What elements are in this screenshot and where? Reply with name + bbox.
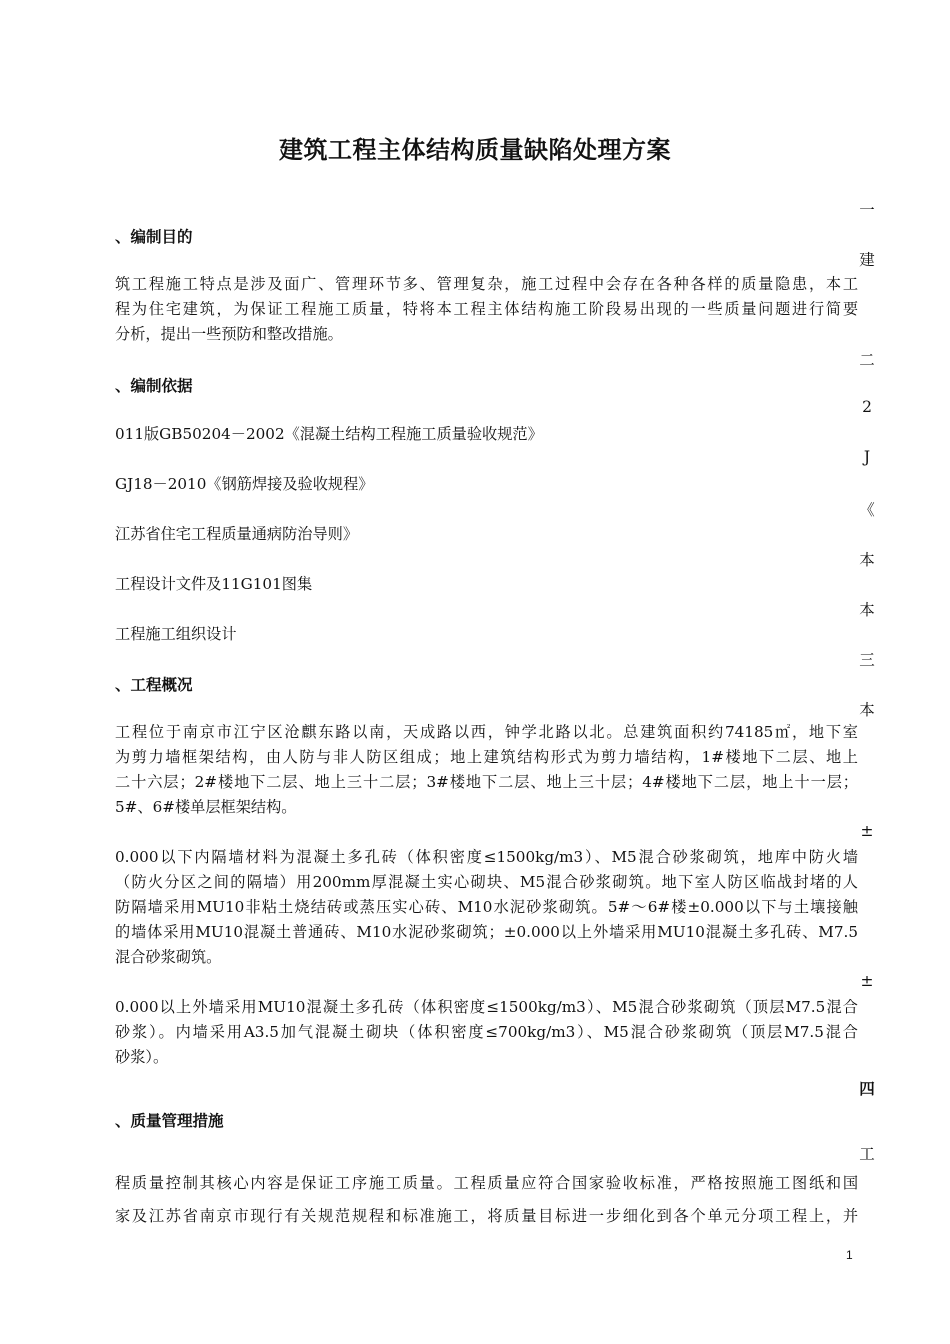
paragraph-line: 家及江苏省南京市现行有关规范规程和标准施工，将质量目标进一步细化到各个单元分项工程上，并	[115, 1207, 858, 1225]
list-item: 工程设计文件及11G101图集	[115, 575, 313, 593]
list-item: 011版GB50204－2002《混凝土结构工程施工质量验收规范》	[115, 425, 543, 443]
paragraph-line: 筑工程施工特点是涉及面广、管理环节多、管理复杂，施工过程中会存在各种各样的质量隐患，本工	[115, 275, 858, 293]
paragraph-line: 防隔墙采用MU10非粘土烧结砖或蒸压实心砖、M10水泥砂浆砌筑。5#～6#楼±0.000以下与土壤接触	[115, 898, 858, 916]
margin-char: 2	[862, 398, 872, 416]
margin-char: 建	[859, 251, 875, 269]
margin-char: 二	[859, 351, 875, 369]
paragraph-line: 二十六层；2#楼地下二层、地上三十二层；3#楼地下二层、地上三十层；4#楼地下二层，地上十一层；	[115, 773, 858, 791]
margin-char: 《	[859, 501, 875, 519]
paragraph-line: 砂浆）。	[115, 1048, 169, 1066]
paragraph-line: 为剪力墙框架结构，由人防与非人防区组成；地上建筑结构形式为剪力墙结构，1#楼地下二层、地上	[115, 748, 858, 766]
margin-char: 本	[859, 601, 875, 619]
margin-char: 一	[859, 201, 875, 219]
paragraph-line: 0.000以下内隔墙材料为混凝土多孔砖（体积密度≤1500kg/m3）、M5混合砂浆砌筑，地库中防火墙	[115, 848, 858, 866]
paragraph-line: 混合砂浆砌筑。	[115, 948, 222, 966]
margin-char: 四	[859, 1080, 875, 1098]
paragraph-line: 分析，提出一些预防和整改措施。	[115, 325, 343, 343]
section-heading: 、质量管理措施	[115, 1112, 224, 1130]
section-heading: 、工程概况	[115, 676, 193, 694]
paragraph-line: 5#、6#楼单层框架结构。	[115, 798, 297, 816]
paragraph-line: （防火分区之间的隔墙）用200mm厚混凝土实心砌块、M5混合砂浆砌筑。地下室人防区临战封堵的人	[115, 873, 858, 891]
margin-char: ±	[860, 822, 874, 840]
list-item: 江苏省住宅工程质量通病防治导则》	[115, 525, 358, 543]
page-number: 1	[846, 1248, 853, 1262]
margin-char: 本	[859, 551, 875, 569]
margin-char: 三	[859, 651, 875, 669]
paragraph-line: 砂浆）。内墙采用A3.5加气混凝土砌块（体积密度≤700kg/m3）、M5混合砂浆砌筑（顶层M7.5混合	[115, 1023, 858, 1041]
section-heading: 、编制目的	[115, 228, 193, 246]
section-heading: 、编制依据	[115, 377, 193, 395]
paragraph-line: 程为住宅建筑，为保证工程施工质量，特将本工程主体结构施工阶段易出现的一些质量问题进行简要	[115, 300, 858, 318]
margin-char: 本	[859, 701, 875, 719]
list-item: 工程施工组织设计	[115, 625, 237, 643]
margin-char: J	[863, 448, 871, 466]
paragraph-line: 工程位于南京市江宁区沧麒东路以南，天成路以西，钟学北路以北。总建筑面积约74185㎡，地下室	[115, 723, 858, 741]
margin-char: ±	[860, 972, 874, 990]
paragraph-line: 的墙体采用MU10混凝土普通砖、M10水泥砂浆砌筑；±0.000以上外墙采用MU10混凝土多孔砖、M7.5	[115, 923, 858, 941]
paragraph-line: 程质量控制其核心内容是保证工序施工质量。工程质量应符合国家验收标准，严格按照施工图纸和国	[115, 1174, 858, 1192]
list-item: GJ18－2010《钢筋焊接及验收规程》	[115, 475, 374, 493]
margin-char: 工	[859, 1145, 875, 1163]
document-title: 建筑工程主体结构质量缺陷处理方案	[279, 136, 671, 164]
paragraph-line: 0.000以上外墙采用MU10混凝土多孔砖（体积密度≤1500kg/m3）、M5混合砂浆砌筑（顶层M7.5混合	[115, 998, 858, 1016]
